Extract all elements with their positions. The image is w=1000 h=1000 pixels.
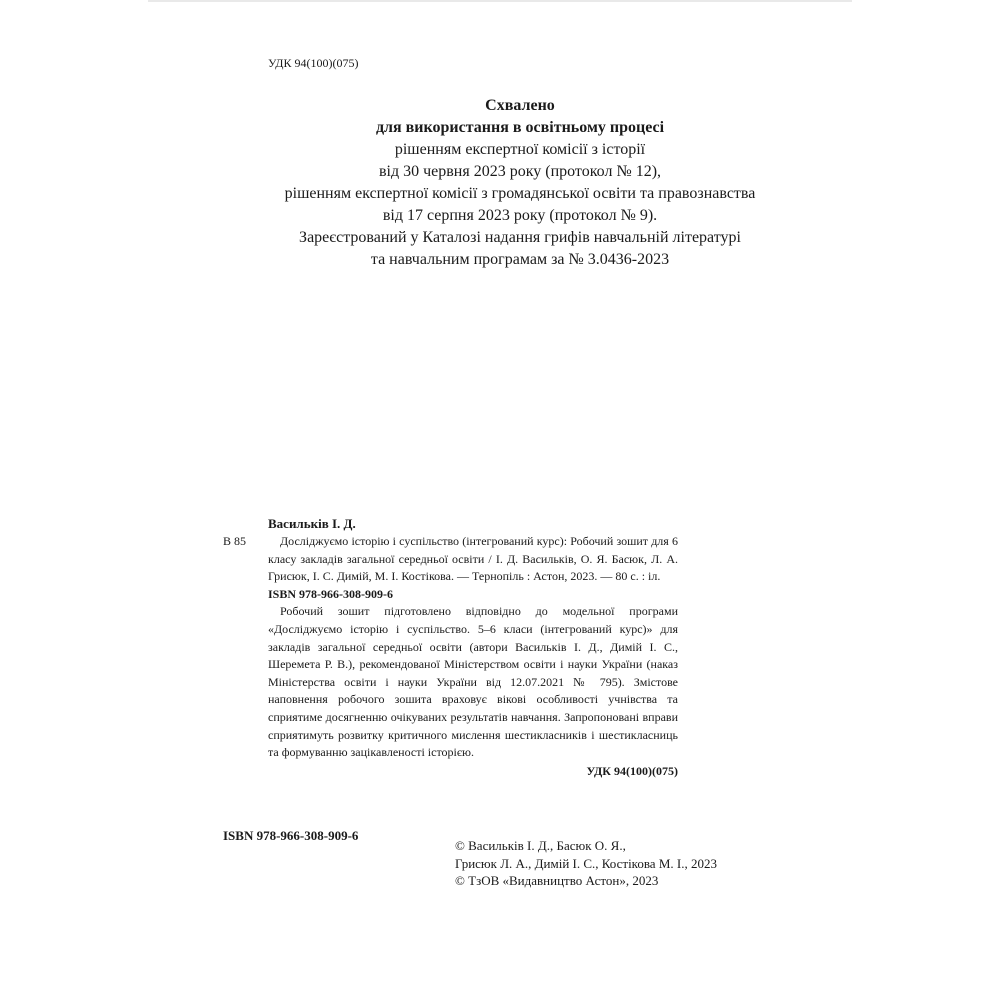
copyright-block bbox=[455, 837, 717, 890]
description-text: Досліджуємо історію і суспільство (інтегрований курс): Робочий зошит для 6 класу закладів загальної середньої освіти / І. Д. Васильків, О. Я. Басюк, Л. А. Грисюк, І. С. Димій, М. І. Костікова. — Тернопіль : Астон, 2023. — 80 с. : іл. bbox=[268, 534, 678, 584]
approval-line: від 17 серпня 2023 року (протокол № 9). bbox=[382, 207, 658, 224]
approval-subtitle: для використання в освітньому процесі bbox=[375, 119, 665, 136]
approval-line: рішенням експертної комісії з громадянської освіти та правознавства bbox=[284, 185, 756, 202]
author-code: В 85 bbox=[223, 534, 247, 548]
udk-record: УДК 94(100)(075) bbox=[586, 763, 678, 778]
approval-line: рішенням експертної комісії з історії bbox=[394, 141, 646, 158]
copyright-line: Грисюк Л. А., Димій І. С., Костікова М. І., 2023 bbox=[455, 855, 717, 871]
isbn-footer: ISBN 978-966-308-909-6 bbox=[223, 828, 359, 843]
bibliographic-description bbox=[223, 533, 683, 586]
copyright-line: © ТзОВ «Видавництво Астон», 2023 bbox=[455, 873, 659, 888]
copyright-line: © Васильків І. Д., Басюк О. Я., bbox=[455, 838, 626, 853]
author-heading: Васильків І. Д. bbox=[268, 516, 356, 531]
isbn-record: ISBN 978-966-308-909-6 bbox=[268, 586, 393, 601]
approval-line: від 30 червня 2023 року (протокол № 12), bbox=[378, 163, 662, 180]
approval-block bbox=[200, 95, 840, 271]
abstract bbox=[223, 603, 683, 761]
abstract-text: Робочий зошит підготовлено відповідно до модельної програми «Досліджуємо історію і суспільство. 5–6 класи (інтегрований курс)» для закладів загальної середньої освіти (автори Васильків І. Д., Димій І. С., Шеремета Р. В.), рекомендованої Міністерством освіти і науки України (наказ Міністерства освіти і науки України від 12.07.2021 № 795). Змістове наповнення робочого зошита враховує вікові особливості учнівства та сприятиме досягненню очікуваних результатів навчання. Запропоновані вправи сприятимуть розвитку критичного мислення шестикласників і шестикласниць та формуванню зацікавленості історією. bbox=[268, 604, 678, 760]
bibliographic-record bbox=[223, 515, 683, 780]
registration-line: Зареєстрований у Каталозі надання грифів навчальній літературі bbox=[299, 229, 741, 246]
udk-header: УДК 94(100)(075) bbox=[268, 56, 359, 70]
approval-title: Схвалено bbox=[485, 97, 555, 114]
registration-line: та навчальним програмам за № 3.0436-2023 bbox=[370, 251, 670, 268]
page-top-border bbox=[148, 0, 852, 2]
